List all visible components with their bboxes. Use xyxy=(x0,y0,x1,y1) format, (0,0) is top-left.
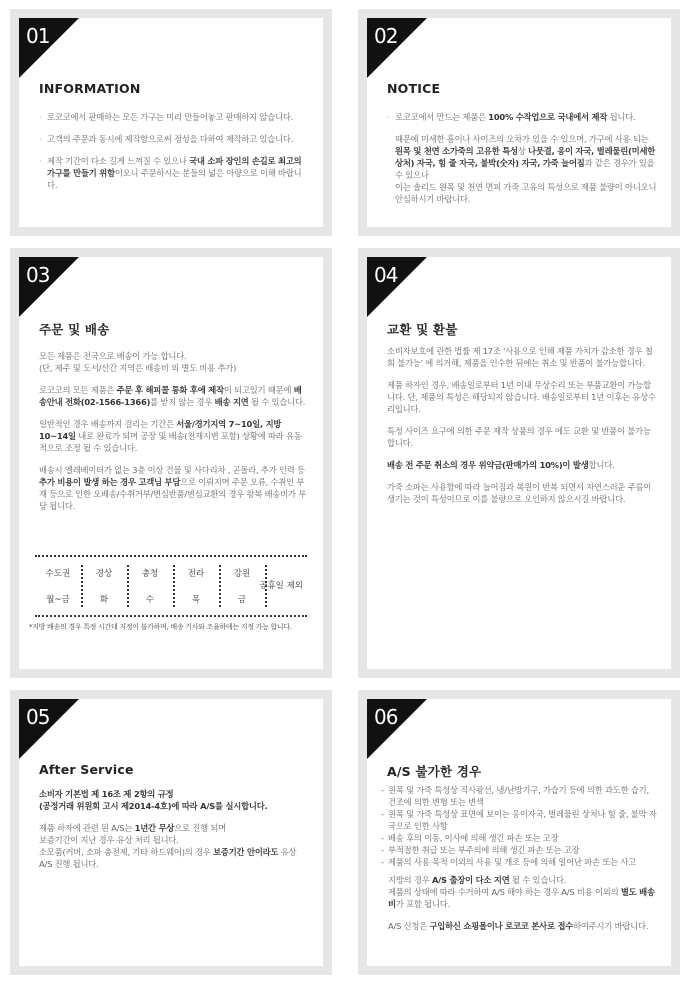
day-label: 금 xyxy=(237,595,247,605)
day-row xyxy=(35,593,265,605)
divider xyxy=(219,565,221,607)
delivery-footnote: *지방 배송의 경우 특정 시간대 지정이 불가하며, 배송 기사와 조율하에는 지정 가능 합니다. xyxy=(29,623,292,631)
card-number: 06 xyxy=(374,705,398,729)
card-after-service xyxy=(10,690,332,975)
paragraph: A/S 신청은 구입하신 쇼핑몰이나 로코코 본사로 접수하여주시기 바랍니다. xyxy=(388,921,649,931)
card-body xyxy=(387,345,657,515)
region-row xyxy=(35,567,265,579)
card-title: INFORMATION xyxy=(39,81,141,96)
card-title: After Service xyxy=(39,762,134,777)
paragraph: 제품의 상태에 따라 수거하여 A/S 해야 하는 경우 A/S 비용 이외의 별도 배송비가 포함 됩니다. xyxy=(388,887,655,909)
card-title: 주문 및 배송 xyxy=(39,322,110,337)
paragraph: 특정 사이즈 요구에 의한 주문 제작 상품의 경우 에도 교환 및 반품이 불가능합니다. xyxy=(387,426,651,448)
divider xyxy=(81,565,83,607)
day-label: 화 xyxy=(99,595,109,605)
card-as-unavailable xyxy=(358,690,680,975)
list-item: - 부적절한 취급 또는 부주의에 의해 생긴 파손 또는 고장 xyxy=(381,844,657,856)
card-number: 04 xyxy=(374,263,398,287)
day-label: 목 xyxy=(191,595,201,605)
list-item: · 고객의 주문과 동시에 제작함으로써 정성을 다하여 제작하고 있습니다. xyxy=(39,133,309,145)
divider xyxy=(173,565,175,607)
paragraph: 소비자 기본법 제 16조 제 2항의 규정 (공정거래 위원회 고시 제2014-4호)에 따라 A/S를 실시합니다. xyxy=(39,789,268,811)
paragraph: 제품 하자인 경우, 배송일로부터 1년 이내 무상수리 또는 부품교환이 가능합니다. 단, 제품의 특성은 해당되지 않습니다. 배송일로부터 1년 이후는 유상수리입니다. xyxy=(387,380,656,414)
paragraph: 배송 전 주문 취소의 경우 위약금(판매가의 10%)이 발생합니다. xyxy=(387,460,615,470)
list-item: - 제품의 사용 목적 이외의 사용 및 개조 등에 의해 일어난 파손 또는 사고 xyxy=(381,856,657,868)
card-number: 03 xyxy=(26,263,50,287)
region-label: 전라 xyxy=(187,569,205,579)
card-order-delivery xyxy=(10,248,332,678)
holiday-note: 공휴일 제외 xyxy=(259,581,303,591)
paragraph: 지방의 경우 A/S 출장이 다소 지연 될 수 있습니다. xyxy=(388,875,567,885)
day-label: 월~금 xyxy=(46,595,70,605)
card-notice xyxy=(358,9,680,236)
card-number: 02 xyxy=(374,24,398,48)
region-label: 수도권 xyxy=(45,569,71,579)
region-label: 충청 xyxy=(141,569,159,579)
day-label: 수 xyxy=(145,595,155,605)
card-body xyxy=(39,788,309,880)
card-number: 01 xyxy=(26,24,50,48)
region-label: 경상 xyxy=(95,569,113,579)
paragraph: 배송시 엘레베이터가 없는 3층 이상 건물 및 사다리차 , 곤돌라, 추가 인력 등 추가 비용이 발생 하는 경우 고객님 부담으로 이뤄지며 주문 오류, 수취인 부재 등으로 인한 오배송/수취거부/변심반품/변심교환의 경우 왕복 배송비가 부담 됩니다. xyxy=(39,465,307,511)
delivery-days-table xyxy=(35,555,307,617)
region-label: 강원 xyxy=(233,569,251,579)
paragraph: 모든 제품은 전국으로 배송이 가능 합니다. (단, 제주 및 도서/산간 지역은 배송비 외 별도 비용 추가) xyxy=(39,351,237,373)
card-body xyxy=(381,784,657,942)
list-item: - 원목 및 가죽 특성상 직사광선, 냉/난방기구, 가습기 등에 의한 과도한 습기, 건조에 의한 변형 또는 변색 xyxy=(381,784,657,808)
paragraph: 제품 하자에 관련 된 A/S는 1년간 무상으로 진행 되며 보증기간이 지난 경우 유상 처리 됩니다. 소모품(커버, 소파 충전제, 기타 하드웨어)의 경우 보증기간 안이라도 유상 A/S 진행 됩니다. xyxy=(39,823,297,869)
paragraph: 일반적인 경우 배송까지 걸리는 기간은 서울/경기지역 7~10일, 지방 10~14일 내로 완료가 되며 공장 및 배송(천재지변 포함) 상황에 따라 유동적으로 조정 될 수 있습니다. xyxy=(39,419,302,453)
card-body xyxy=(387,111,657,205)
notice-paragraph: 때문에 미세한 흠이나 사이즈의 오차가 있을 수 있으며, 가구에 사용 되는 원목 및 천연 소가죽의 고유한 특성상 나뭇결, 옹이 자국, 벌레물린(미세한 상처) 자국, 힘 줄 자국, 불박(숫자) 자국, 가죽 늘어짐과 같은 경우가 있을 수 있으나 이는 솔리드 원목 및 천연 면피 가죽 고유의 특성으로 제품 불량이 아니오니 안심하시기 바랍니다. xyxy=(395,134,657,204)
card-body xyxy=(39,350,309,522)
paragraph: 가죽 소파는 사용함에 따라 늘어짐과 복원이 반복 되면서 자연스러운 주름이 생기는 것이 특성이므로 이를 불량으로 오인하지 않으시길 바랍니다. xyxy=(387,482,652,504)
card-title: NOTICE xyxy=(387,81,441,96)
paragraph: 로코코의 모든 제품은 주문 후 해피콜 통화 후에 제작이 되고있기 때문에 배송안내 전화(02-1566-1366)를 받지 않는 경우 배송 지연 될 수 있습니다. xyxy=(39,385,306,407)
paragraph: 소비자보호에 관한 법률 제 17조 '사용으로 인해 제품 가치가 감소한 경우 철회 불가능' 에 의거해, 제품을 인수한 뒤에는 취소 및 반품이 불가능합니다. xyxy=(387,346,653,368)
list-item: - 원목 및 가죽 특성상 표면에 보이는 옹이자국, 벌레물린 상처나 힘 줄, 불박 자국으로 인한 사항 xyxy=(381,808,657,832)
card-title: 교환 및 환불 xyxy=(387,322,458,337)
list-item: · 로코코에서 만드는 제품은 100% 수작업으로 국내에서 제작 됩니다. xyxy=(387,111,657,123)
card-number: 05 xyxy=(26,705,50,729)
card-information xyxy=(10,9,332,236)
list-item: · 제작 기간이 다소 길게 느껴질 수 있으나 국내 소파 장인의 손길로 최고의 가구를 만들기 위함이오니 주문하시는 분들의 넓은 아량으로 이해 바랍니다. xyxy=(39,155,309,191)
card-exchange-refund xyxy=(358,248,680,678)
list-item: - 배송 후의 이동, 이사에 의해 생긴 파손 또는 고장 xyxy=(381,832,657,844)
list-item: · 로코코에서 판매하는 모든 가구는 미리 만들어놓고 판매하지 않습니다. xyxy=(39,111,309,123)
card-title: A/S 불가한 경우 xyxy=(387,764,482,779)
card-body xyxy=(39,111,309,201)
divider xyxy=(127,565,129,607)
